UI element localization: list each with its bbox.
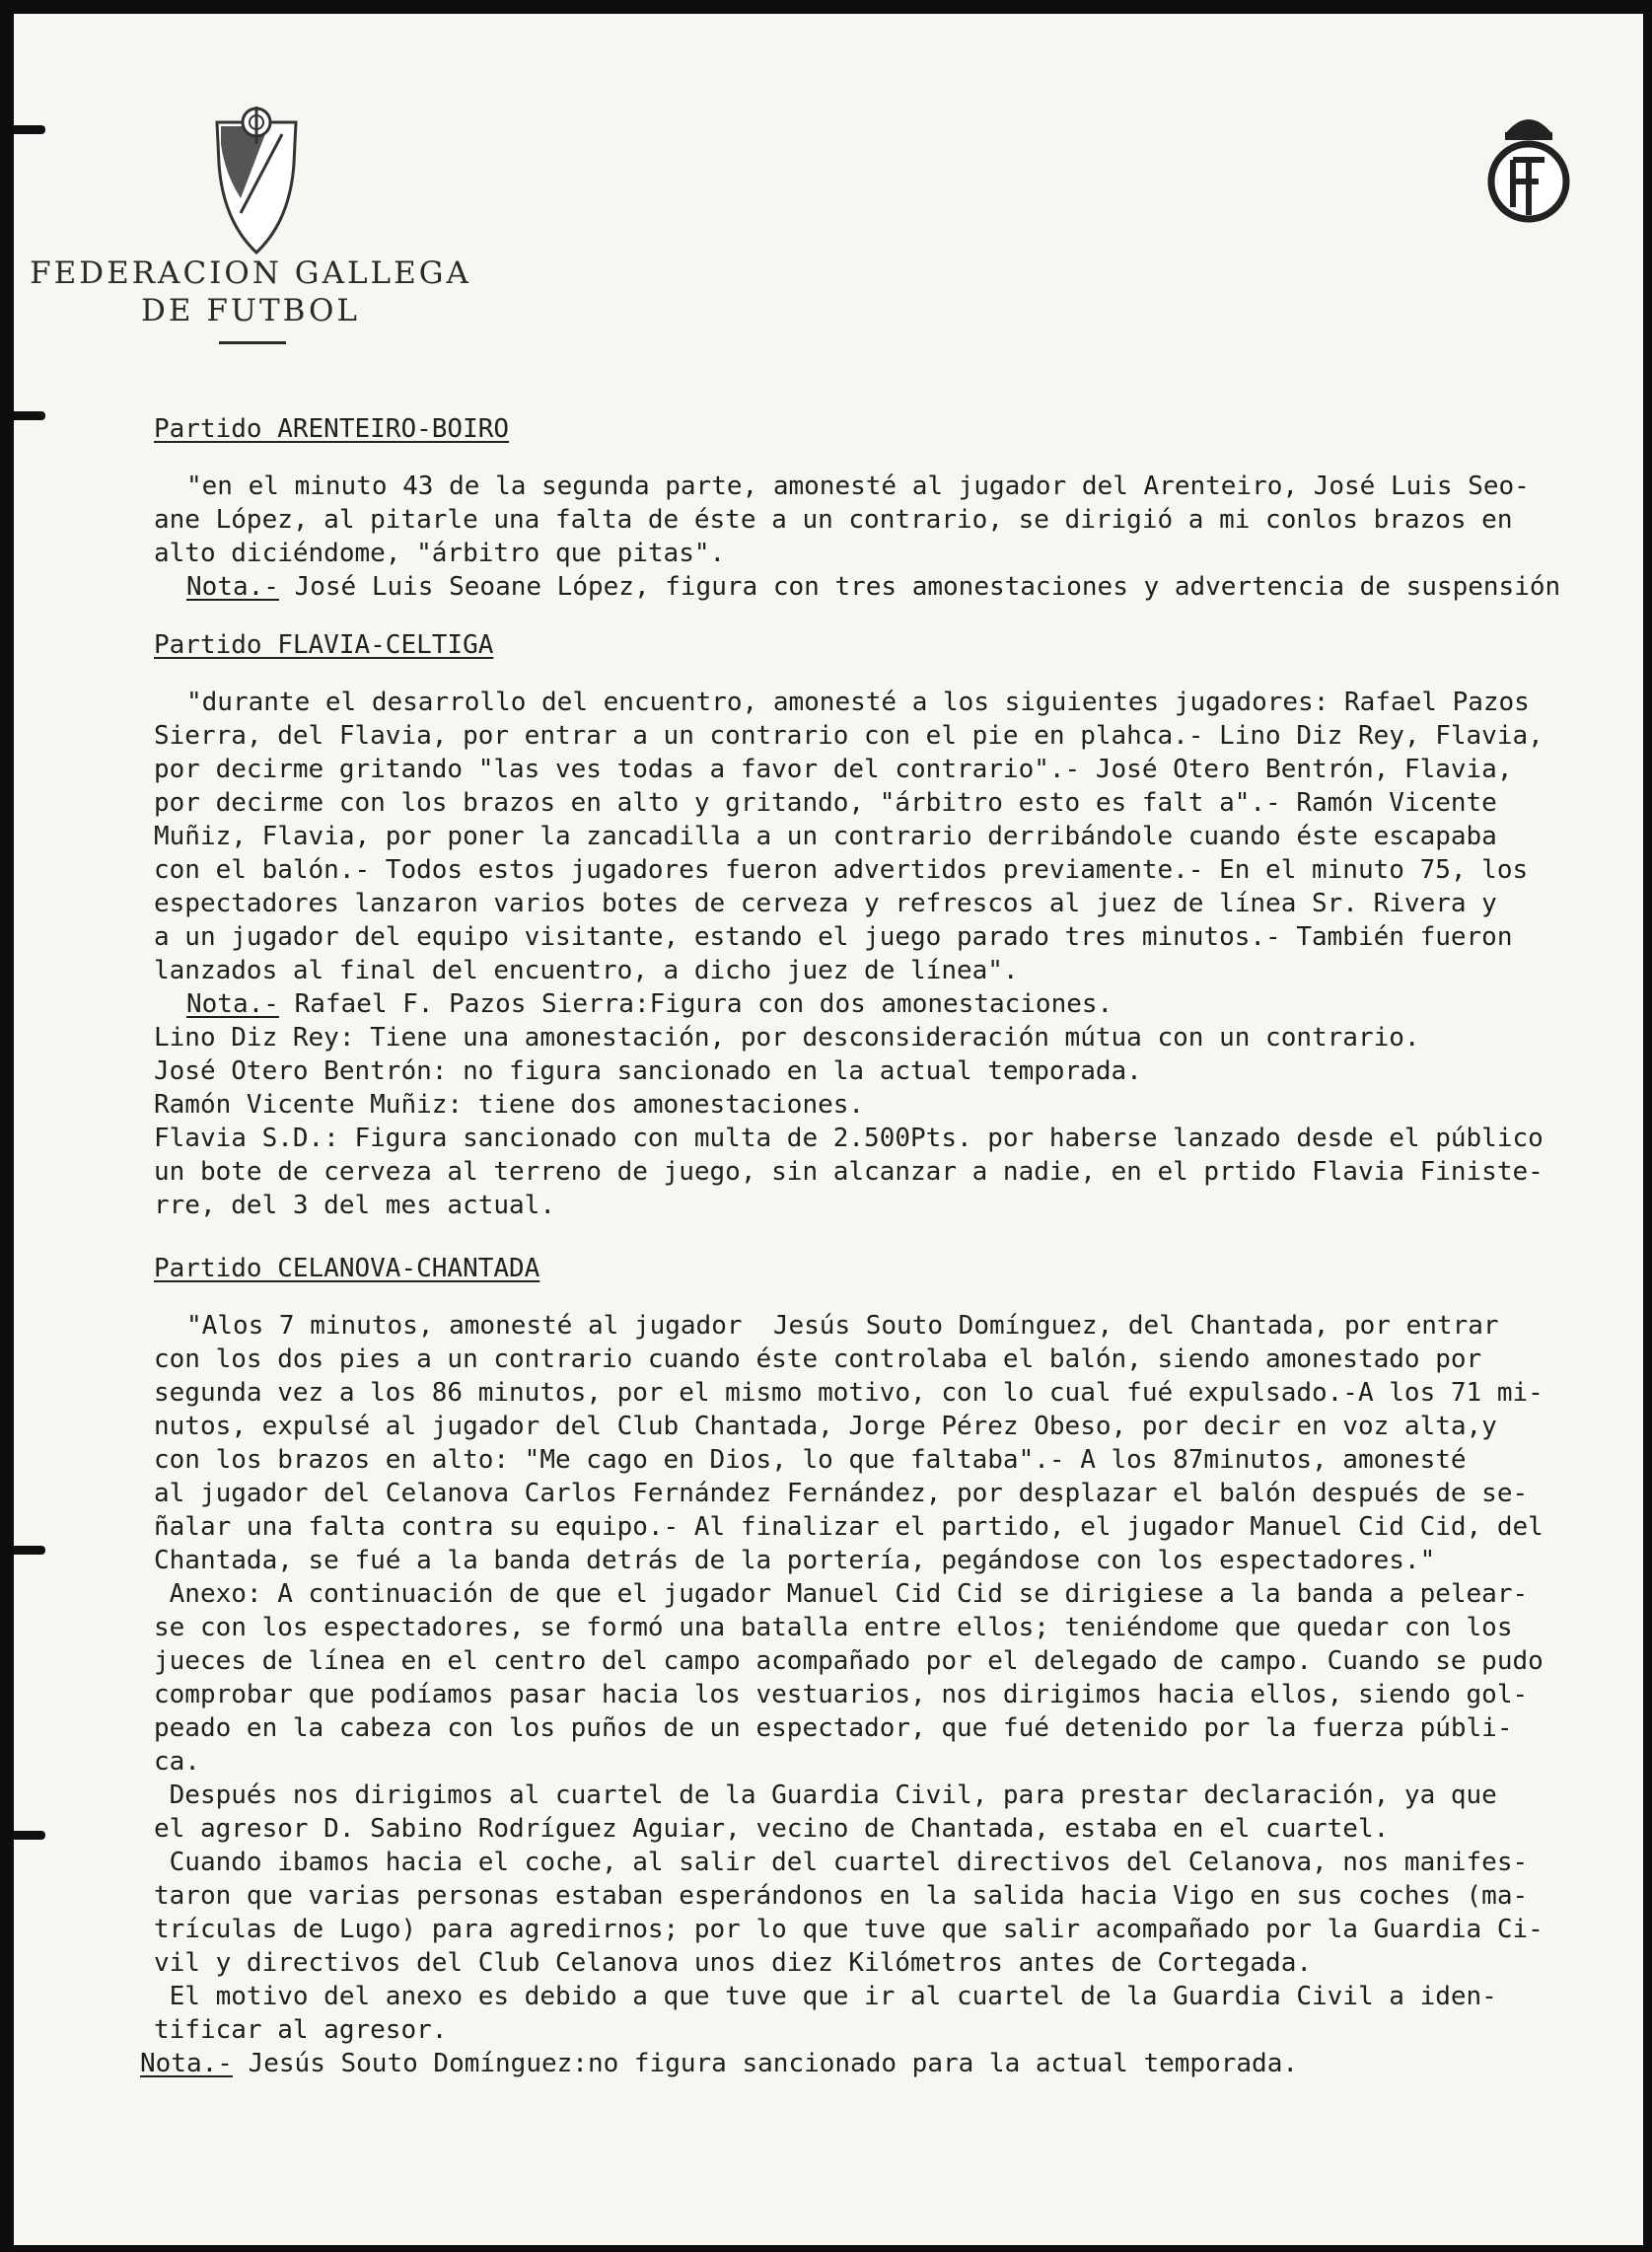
punch-hole-mark	[14, 1831, 45, 1840]
nota-line	[186, 987, 1113, 1021]
text-line: segunda vez a los 86 minutos, por el mismo motivo, con lo cual fué expulsado.-A los 71 mi-	[154, 1378, 1544, 1408]
nota-line: Lino Diz Rey: Tiene una amonestación, por desconsideración mútua con un contrario.	[154, 1023, 1420, 1053]
text-line: Después nos dirigimos al cuartel de la Guardia Civil, para prestar declaración, ya que	[154, 1780, 1497, 1810]
nota-line: Ramón Vicente Muñiz: tiene dos amonestaciones.	[154, 1090, 865, 1120]
org-name-line1: FEDERACION GALLEGA	[30, 255, 471, 291]
text-line: se con los espectadores, se formó una batalla entre ellos; teniéndome que quedar con los	[154, 1613, 1513, 1642]
org-name-line2: DE FUTBOL	[140, 293, 360, 328]
text-line: por decirme gritando "las ves todas a favor del contrario".- José Otero Bentrón, Flavia,	[154, 755, 1513, 784]
nota-text: Rafael F. Pazos Sierra:Figura con dos amonestaciones.	[278, 989, 1113, 1019]
rfef-crowned-crest-icon	[1483, 105, 1574, 233]
text-line: tificar al agresor.	[154, 2015, 448, 2045]
nota-line: José Otero Bentrón: no figura sancionado en la actual temporada.	[154, 1056, 1142, 1086]
text-line: con el balón.- Todos estos jugadores fueron advertidos previamente.- En el minuto 75, los	[154, 855, 1529, 885]
nota-label: Nota.-	[140, 2049, 233, 2078]
text-line: trículas de Lugo) para agredirnos; por lo que tuve que salir acompañado por la Guardia Ci-	[154, 1915, 1544, 1944]
text-line: Sierra, del Flavia, por entrar a un contrario con el pie en plahca.- Lino Diz Rey, Flavia,	[154, 721, 1544, 751]
letterhead-divider	[219, 341, 286, 344]
punch-hole-mark	[14, 411, 45, 420]
text-line: nutos, expulsé al jugador del Club Chantada, Jorge Pérez Obeso, por decir en voz alta,y	[154, 1412, 1497, 1441]
text-line: alto diciéndome, "árbitro que pitas".	[154, 539, 726, 568]
text-line: peado en la cabeza con los puños de un espectador, que fué detenido por la fuerza públi-	[154, 1713, 1513, 1743]
text-line: Anexo: A continuación de que el jugador Manuel Cid Cid se dirigiese a la banda a pelear-	[154, 1579, 1529, 1609]
section-title-celanova-chantada: Partido CELANOVA-CHANTADA	[154, 1254, 540, 1283]
nota-line: rre, del 3 del mes actual.	[154, 1191, 555, 1220]
text-line: a un jugador del equipo visitante, estando el juego parado tres minutos.- También fueron	[154, 922, 1513, 952]
text-line: con los dos pies a un contrario cuando éste controlaba el balón, siendo amonestado por	[154, 1344, 1482, 1374]
text-line: Cuando ibamos hacia el coche, al salir del cuartel directivos del Celanova, nos manifes-	[154, 1848, 1529, 1877]
nota-line: Flavia S.D.: Figura sancionado con multa de 2.500Pts. por haberse lanzado desde el público	[154, 1124, 1544, 1153]
nota-line: un bote de cerveza al terreno de juego, sin alcanzar a nadie, en el prtido Flavia Finiste-	[154, 1157, 1544, 1187]
nota-text: José Luis Seoane López, figura con tres amonestaciones y advertencia de suspensión	[278, 572, 1561, 602]
text-line: ca.	[154, 1747, 200, 1777]
nota-line	[186, 570, 1560, 604]
text-line: el agresor D. Sabino Rodríguez Aguiar, vecino de Chantada, estaba en el cuartel.	[154, 1814, 1390, 1844]
text-line: "durante el desarrollo del encuentro, amonesté a los siguientes jugadores: Rafael Pazos	[186, 688, 1530, 717]
nota-label: Nota.-	[186, 572, 279, 602]
text-line: vil y directivos del Club Celanova unos diez Kilómetros antes de Cortegada.	[154, 1948, 1312, 1978]
text-line: Chantada, se fué a la banda detrás de la portería, pegándose con los espectadores."	[154, 1546, 1436, 1575]
section-title-arenteiro-boiro: Partido ARENTEIRO-BOIRO	[154, 414, 510, 444]
section-title-flavia-celtiga: Partido FLAVIA-CELTIGA	[154, 630, 494, 660]
text-line: lanzados al final del encuentro, a dicho juez de línea".	[154, 956, 1019, 985]
text-line: comprobar que podíamos pasar hacia los vestuarios, nos dirigimos hacia ellos, siendo gol-	[154, 1680, 1529, 1709]
document-page	[14, 14, 1643, 2245]
text-line: con los brazos en alto: "Me cago en Dios, lo que faltaba".- A los 87minutos, amonesté	[154, 1445, 1467, 1475]
text-line: "en el minuto 43 de la segunda parte, amonesté al jugador del Arenteiro, José Luis Seo-	[186, 472, 1530, 501]
text-line: "Alos 7 minutos, amonesté al jugador Jesús Souto Domínguez, del Chantada, por entrar	[186, 1311, 1499, 1341]
punch-hole-mark	[14, 1546, 45, 1555]
text-line: El motivo del anexo es debido a que tuve que ir al cuartel de la Guardia Civil a iden-	[154, 1982, 1497, 2011]
punch-hole-mark	[14, 125, 45, 134]
text-line: Muñiz, Flavia, por poner la zancadilla a un contrario derribándole cuando éste escapaba	[154, 822, 1497, 851]
nota-line	[140, 2047, 1298, 2080]
text-line: taron que varias personas estaban esperándonos en la salida hacia Vigo en sus coches (ma-	[154, 1881, 1529, 1911]
text-line: al jugador del Celanova Carlos Fernández Fernández, por desplazar el balón después de se-	[154, 1479, 1529, 1508]
text-line: ane López, al pitarle una falta de éste a un contrario, se dirigió a mi conlos brazos en	[154, 505, 1513, 535]
nota-text: Jesús Souto Domínguez:no figura sancionado para la actual temporada.	[232, 2049, 1299, 2078]
galicia-federation-shield-icon	[211, 105, 302, 262]
text-line: ñalar una falta contra su equipo.- Al finalizar el partido, el jugador Manuel Cid Cid, del	[154, 1512, 1544, 1542]
text-line: espectadores lanzaron varios botes de cerveza y refrescos al juez de línea Sr. Rivera y	[154, 889, 1497, 918]
nota-label: Nota.-	[186, 989, 279, 1019]
text-line: por decirme con los brazos en alto y gritando, "árbitro esto es falt a".- Ramón Vicente	[154, 788, 1497, 818]
text-line: jueces de línea en el centro del campo acompañado por el delegado de campo. Cuando se pudo	[154, 1646, 1544, 1676]
